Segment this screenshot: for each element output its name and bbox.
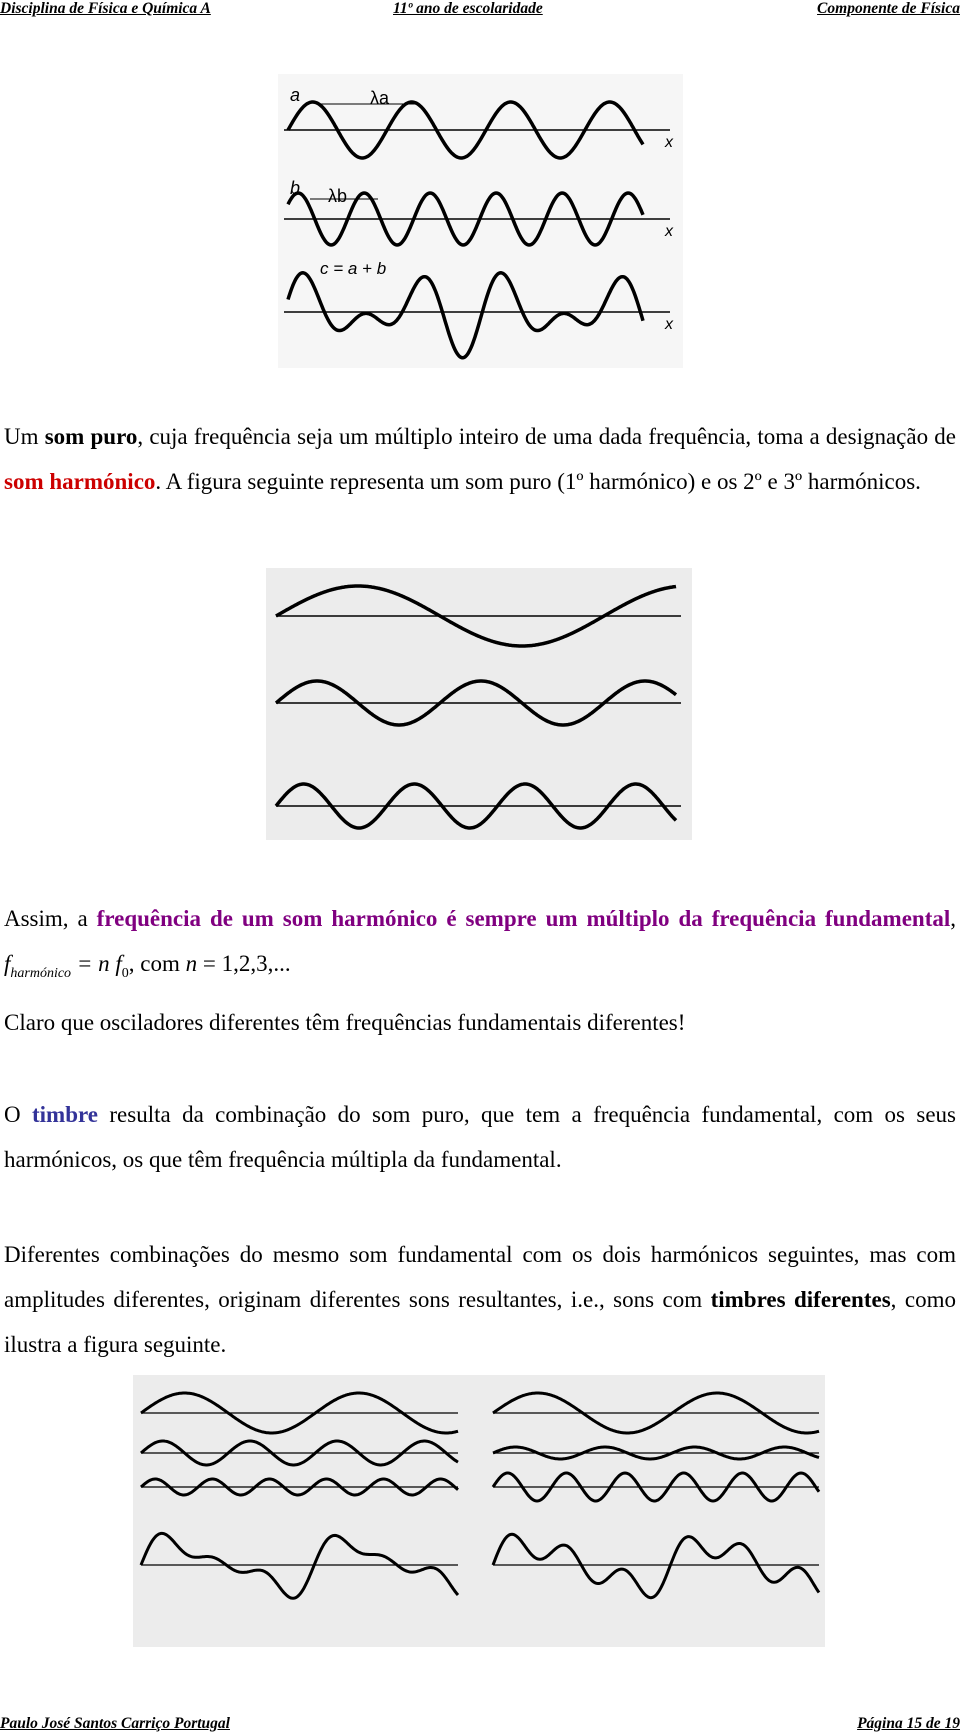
figure-timbres [133, 1375, 825, 1647]
eq-n: n [185, 951, 198, 976]
page-header [0, 0, 960, 18]
header-component: Componente de Física [817, 0, 960, 17]
eq-equals-nf: = n f [71, 951, 122, 976]
label-b: b [290, 178, 301, 198]
paragraph-different-timbres [4, 1232, 956, 1367]
footer-page-number: Página 15 de 19 [857, 1715, 960, 1732]
paragraph-pure-sound [4, 414, 956, 504]
label-lambda-a: λa [370, 88, 390, 108]
wave-superposition-svg [278, 74, 683, 368]
para5-text-2: , como ilustra a figura seguinte. [4, 1287, 956, 1357]
para3-text: Claro que osciladores diferentes têm frequências fundamentais diferentes! [4, 1010, 686, 1035]
term-frequency-multiple: frequência de um som harmónico é sempre um múltiplo da frequência fundamental [96, 906, 951, 931]
label-lambda-b: λb [328, 186, 348, 206]
figure-background [133, 1375, 825, 1647]
label-c-sum: c = a + b [320, 259, 387, 278]
eq-sub-harmonico: harmónico [10, 966, 72, 981]
paragraph-timbre [4, 1092, 956, 1182]
footer-author: Paulo José Santos Carriço Portugal [0, 1715, 230, 1732]
term-som-harmonico: som harmónico [4, 469, 156, 494]
figure-harmonics [266, 568, 692, 840]
paragraph-oscillators [4, 1000, 956, 1045]
figure-wave-superposition [278, 74, 683, 368]
para2-text-1: Assim, a [4, 906, 97, 931]
para1-text-3: . A figura seguinte representa um som puro (1º harmónico) e os 2º e 3º harmónicos. [155, 469, 921, 494]
harmonic-frequency-equation [4, 951, 291, 981]
eq-values: = 1,2,3,... [197, 951, 291, 976]
harmonics-svg [266, 568, 692, 840]
term-som-puro: som puro [44, 424, 138, 449]
para1-text-1: Um [4, 424, 45, 449]
eq-com: , com [128, 951, 186, 976]
label-x-b: x [665, 223, 673, 240]
para4-text-2: resulta da combinação do som puro, que tem a frequência fundamental, com os seus harmónicos, os que têm frequência múltipla da fundamental. [4, 1102, 956, 1172]
term-timbres-diferentes: timbres diferentes [710, 1287, 891, 1312]
label-x-a: x [665, 134, 673, 151]
label-a: a [290, 85, 301, 105]
para1-text-2: , cuja frequência seja um múltiplo inteiro de uma dada frequência, toma a designação de [137, 424, 956, 449]
eq-f: f [4, 951, 11, 976]
header-grade: 11º ano de escolaridade [393, 0, 543, 17]
eq-sub-zero: 0 [121, 966, 129, 981]
figure-background [266, 568, 692, 840]
para4-text-1: O [4, 1102, 32, 1127]
header-discipline: Disciplina de Física e Química A [0, 0, 211, 17]
timbres-svg [133, 1375, 825, 1647]
page-footer [0, 1714, 960, 1734]
paragraph-harmonic-frequency [4, 896, 956, 996]
label-x-c: x [665, 316, 673, 333]
para2-text-2: , [950, 906, 957, 931]
term-timbre: timbre [32, 1102, 99, 1127]
para5-text-1: Diferentes combinações do mesmo som fundamental com os dois harmónicos seguintes, mas com amplitudes diferentes, originam diferentes sons resultantes, i.e., sons com [4, 1242, 956, 1312]
